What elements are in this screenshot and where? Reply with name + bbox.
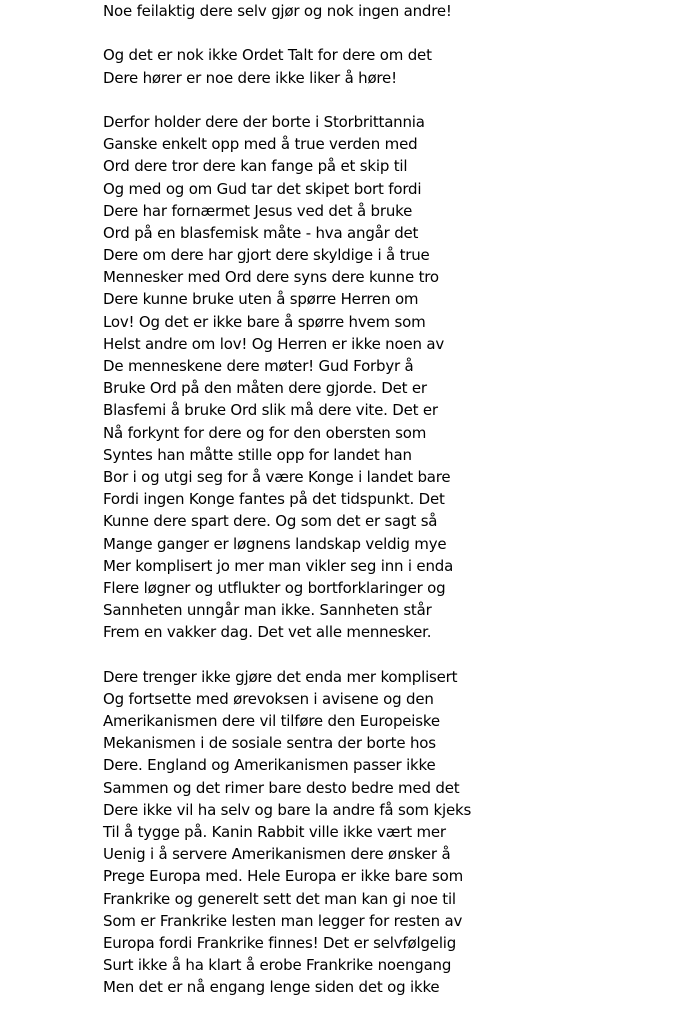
text-line: Frem en vakker dag. Det vet alle mennesker. (103, 623, 432, 642)
text-line: Kunne dere spart dere. Og som det er sagt så (103, 512, 438, 531)
text-line: Amerikanismen dere vil tilføre den Europeiske (103, 712, 440, 730)
text-line: Noe feilaktig dere selv gjør og nok ingen andre! (103, 2, 452, 20)
poem-text (103, 0, 683, 998)
text-line: Mennesker med Ord dere syns dere kunne tro (103, 268, 439, 287)
text-line: Dere ikke vil ha selv og bare la andre få som kjeks (103, 800, 472, 819)
text-line: Ganske enkelt opp med å true verden med (103, 135, 418, 154)
text-line: Mange ganger er løgnens landskap veldig mye (103, 534, 447, 553)
stanza (103, 44, 683, 88)
text-line: Ord på en blasfemisk måte - hva angår det (103, 223, 419, 242)
text-line: Nå forkynt for dere og for den obersten som (103, 423, 427, 442)
text-line: Til å tygge på. Kanin Rabbit ville ikke vært mer (103, 822, 446, 841)
text-line: Fordi ingen Konge fantes på det tidspunkt. Det (103, 490, 445, 509)
stanza (103, 111, 683, 644)
text-line: Dere trenger ikke gjøre det enda mer komplisert (103, 667, 458, 686)
text-line: Bruke Ord på den måten dere gjorde. Det er (103, 379, 427, 398)
text-line: Sannheten unngår man ikke. Sannheten står (103, 601, 432, 620)
text-line: Helst andre om lov! Og Herren er ikke noen av (103, 334, 445, 353)
text-line: Som er Frankrike lesten man legger for resten av (103, 911, 463, 930)
text-line: Uenig i å servere Amerikanismen dere ønsker å (103, 845, 451, 864)
text-line: Derfor holder dere der borte i Storbrittannia (103, 112, 425, 131)
text-line: Dere. England og Amerikanismen passer ikke (103, 756, 436, 775)
text-line: Og det er nok ikke Ordet Talt for dere om det (103, 46, 432, 65)
text-line: Frankrike og generelt sett det man kan gi noe til (103, 889, 456, 908)
text-line: Flere løgner og utflukter og bortforklaringer og (103, 578, 446, 597)
text-line: Surt ikke å ha klart å erobe Frankrike noengang (103, 956, 452, 975)
text-line: Prege Europa med. Hele Europa er ikke bare som (103, 867, 464, 886)
text-line: Mer komplisert jo mer man vikler seg inn i enda (103, 556, 454, 575)
text-line: Blasfemi å bruke Ord slik må dere vite. Det er (103, 401, 438, 420)
text-line: Ord dere tror dere kan fange på et skip til (103, 157, 408, 176)
text-line: Dere om dere har gjort dere skyldige i å true (103, 246, 430, 265)
text-line: Sammen og det rimer bare desto bedre med det (103, 778, 460, 797)
text-line: De menneskene dere møter! Gud Forbyr å (103, 357, 414, 375)
text-line: Lov! Og det er ikke bare å spørre hvem som (103, 312, 426, 331)
text-line: Europa fordi Frankrike finnes! Det er selvfølgelig (103, 933, 457, 952)
stanza (103, 0, 683, 22)
text-line: Bor i og utgi seg for å være Konge i landet bare (103, 467, 451, 486)
text-line: Dere hører er noe dere ikke liker å høre! (103, 68, 397, 87)
text-line: Og med og om Gud tar det skipet bort fordi (103, 179, 422, 198)
text-line: Dere kunne bruke uten å spørre Herren om (103, 290, 419, 309)
text-line: Syntes han måtte stille opp for landet han (103, 445, 412, 464)
stanza (103, 666, 683, 999)
text-line: Men det er nå engang lenge siden det og ikke (103, 978, 440, 997)
text-line: Dere har fornærmet Jesus ved det å bruke (103, 201, 413, 220)
text-line: Og fortsette med ørevoksen i avisene og den (103, 689, 434, 708)
text-line: Mekanismen i de sosiale sentra der borte hos (103, 734, 436, 753)
